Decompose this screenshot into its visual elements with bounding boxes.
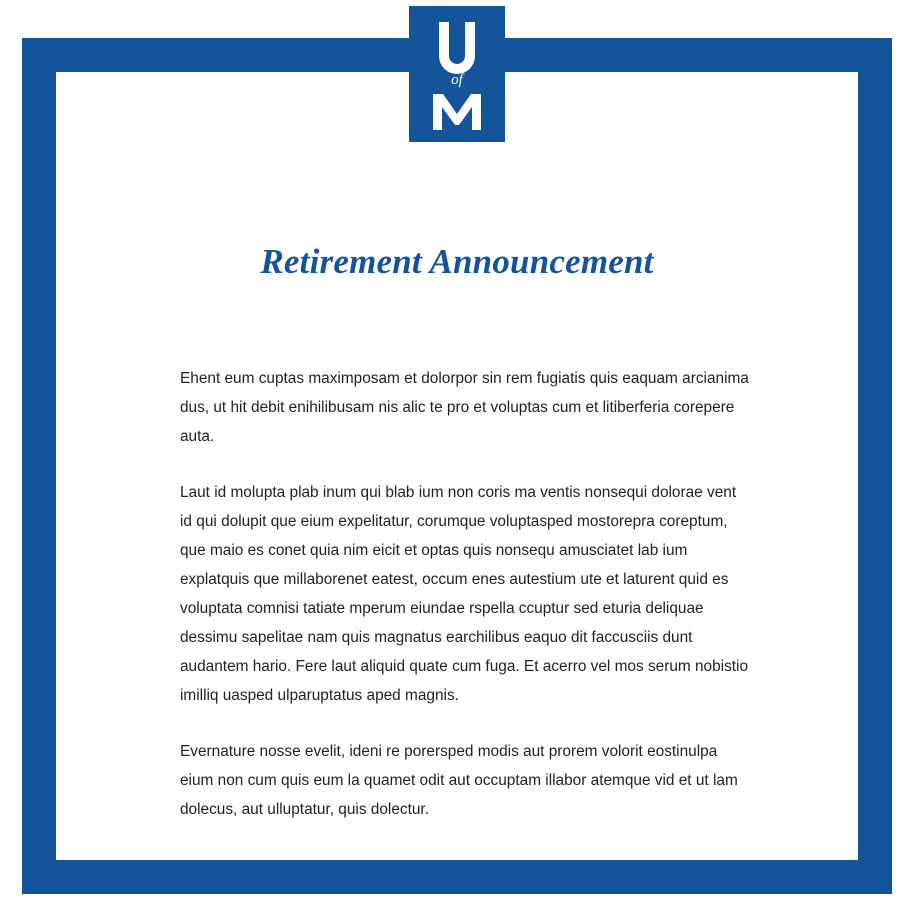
- university-of-michigan-logo-icon: [409, 6, 505, 142]
- svg-text:of: of: [451, 72, 463, 88]
- paragraph-3: Evernature nosse evelit, ideni re porersped modis aut prorem volorit eostinulpa eium non cum quis eum la quamet odit aut occuptam illabor atemque vid et ut lam dolecus, aut ulluptatur, quis dolectur.: [180, 743, 738, 818]
- paragraph-2: Laut id molupta plab inum qui blab ium non coris ma ventis nonsequi dolorae vent id qui dolupit que eium expelitatur, corumque voluptasped mostorepra coreptum, que maio es conet quia nim eicit et optas quis nonsequ amusciatet lab ium explatquis que millaborenet eatest, occum enes autestium ute et laturent quid es voluptata comnisi tatiate mperum eiundae rspella ccuptur sed eturia deliquae dessimu sapelitae nam quis magnatus earchilibus eaquo dit faccusciis dunt audantem hario. Fere laut aliquid quate cum fuga. Et acerro vel mos serum nobistio imilliq uasped ulparuptatus aped magnis.: [180, 484, 749, 704]
- body-copy: [180, 364, 750, 824]
- paragraph-1: Ehent eum cuptas maximposam et dolorpor sin rem fugiatis quis eaquam arcianima dus, ut hit debit enihilibusam nis alic te pro et voluptas cum et litiberferia corepere auta.: [180, 370, 749, 445]
- document-body: [112, 106, 802, 826]
- page-title: Retirement Announcement: [260, 242, 654, 281]
- document-content-area: [56, 72, 858, 860]
- blue-border-frame: [22, 38, 892, 894]
